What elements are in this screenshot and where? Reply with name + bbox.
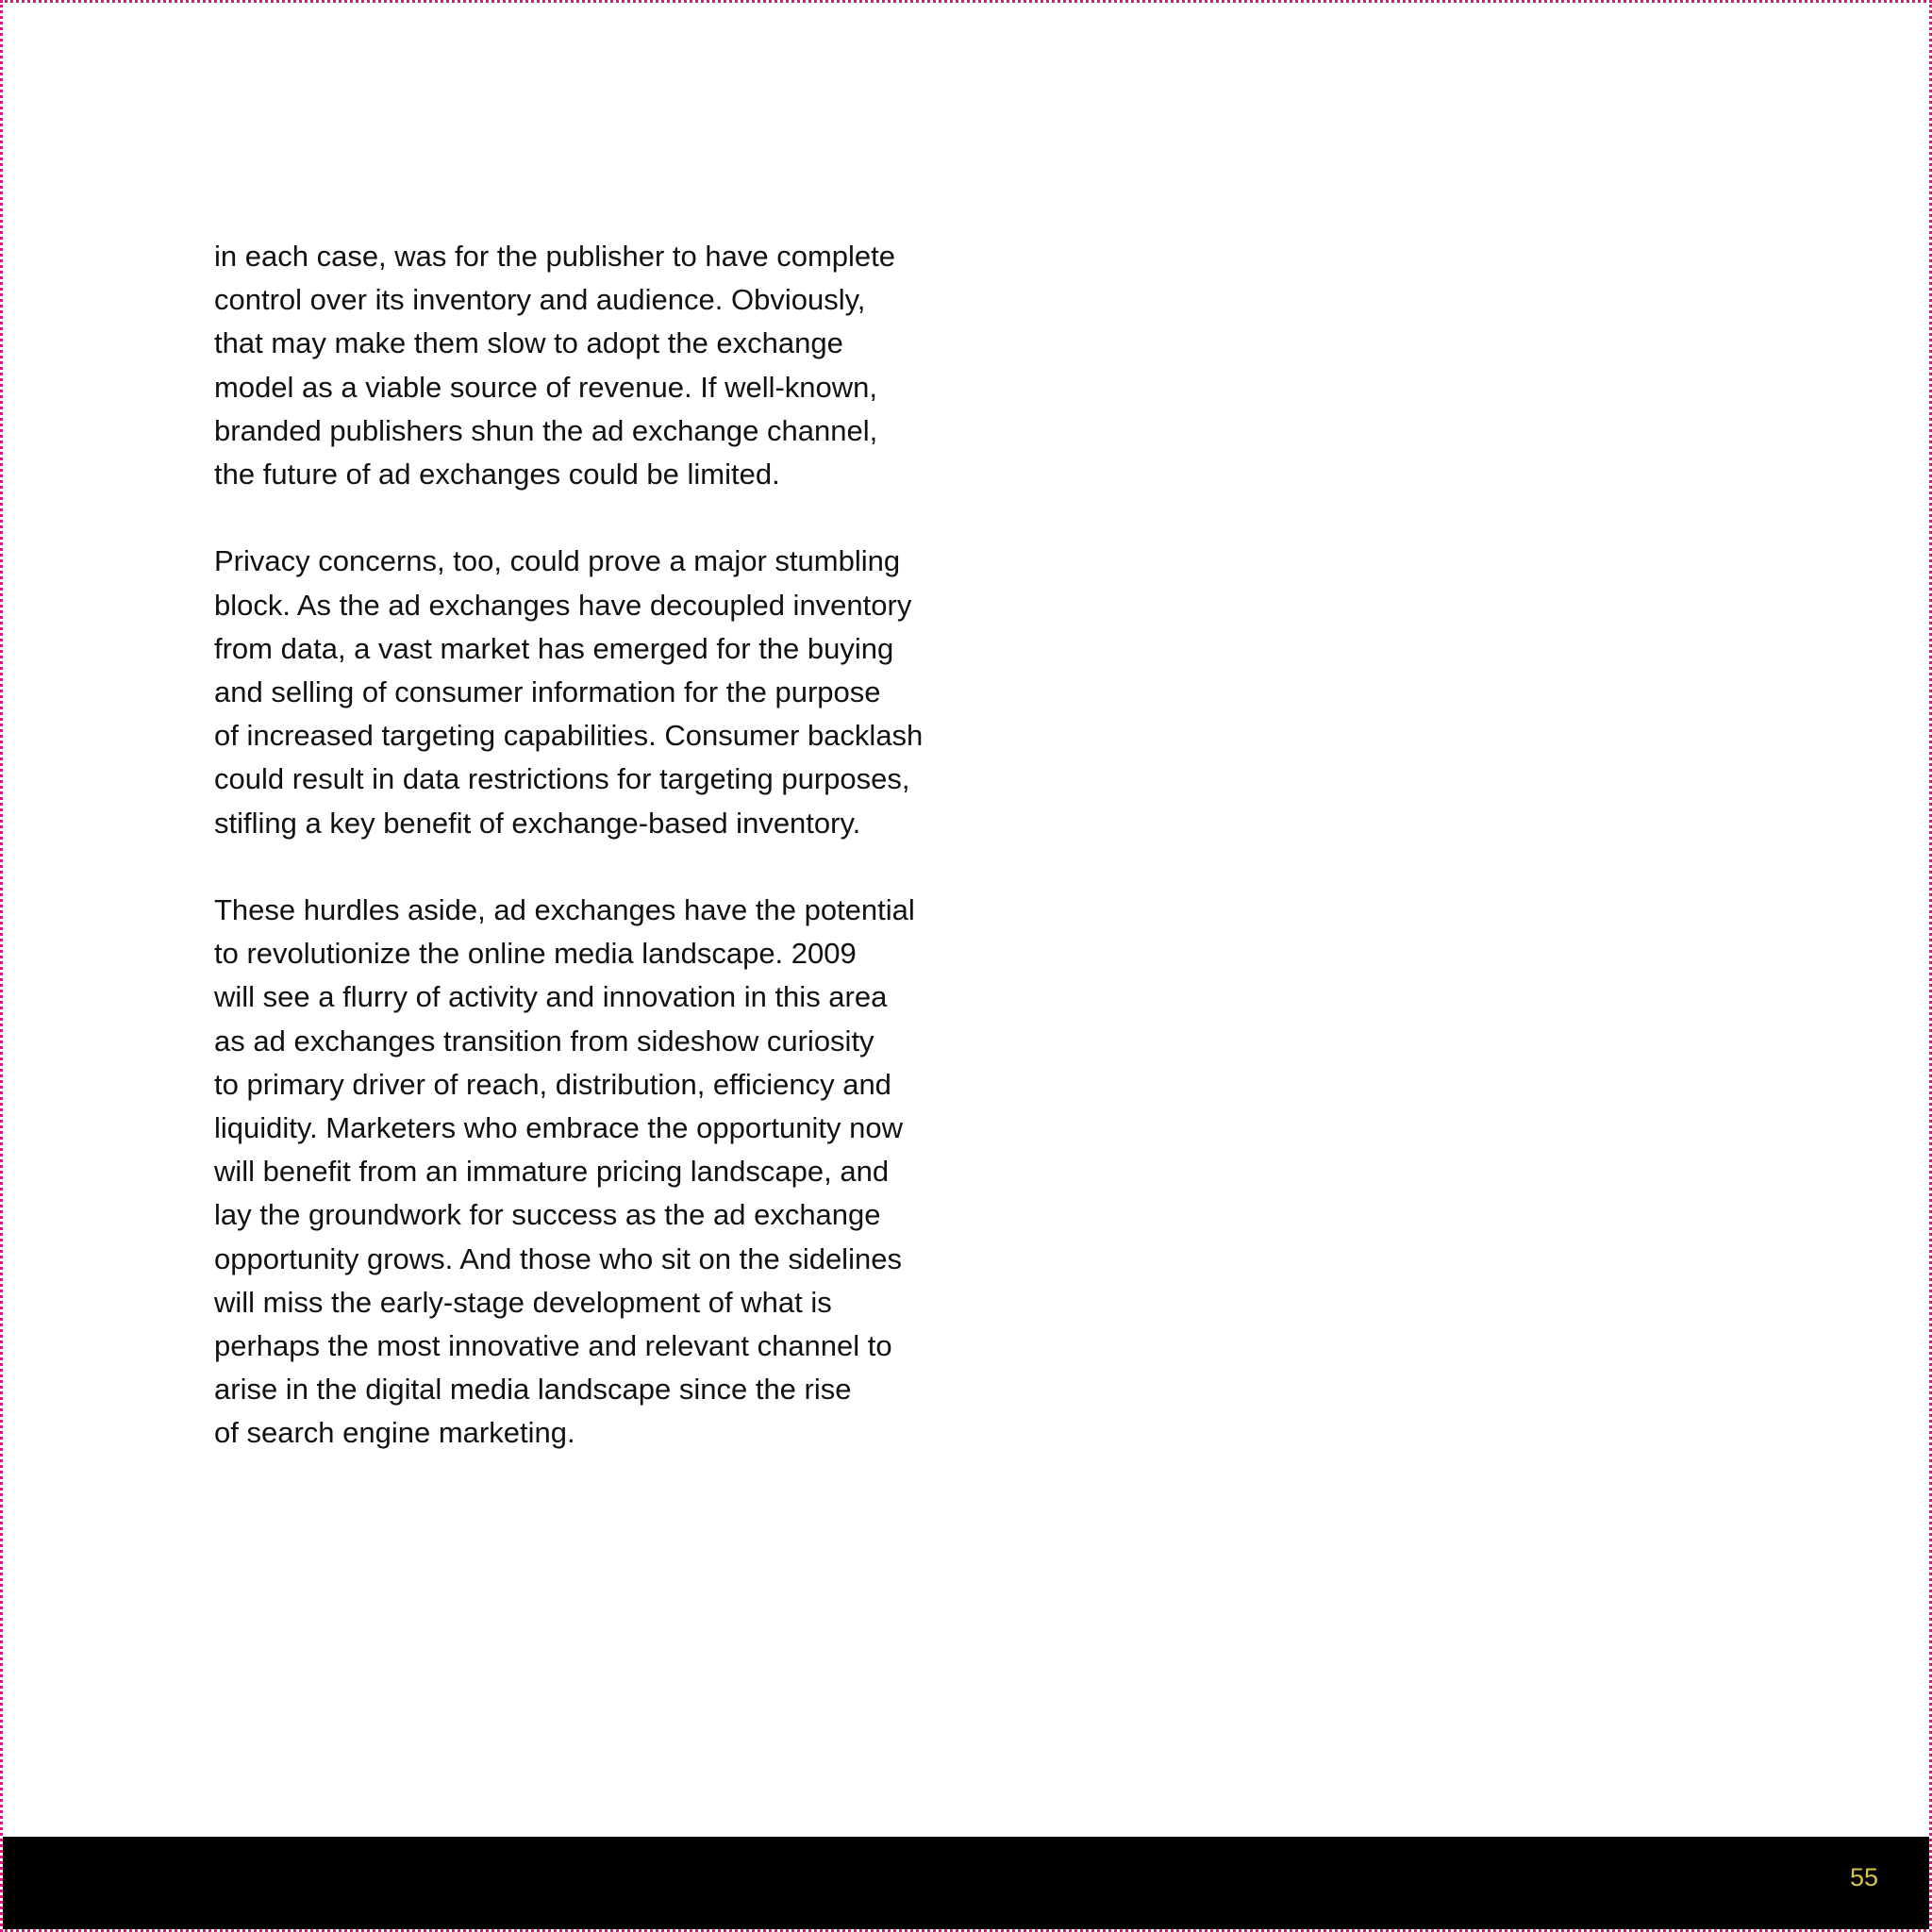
text-line: of search engine marketing. bbox=[214, 1416, 575, 1450]
text-line: to revolutionize the online media landscape. 2009 bbox=[214, 937, 857, 971]
text-line: stifling a key benefit of exchange-based inventory. bbox=[214, 806, 861, 840]
text-line: in each case, was for the publisher to have complete bbox=[214, 240, 896, 273]
paragraph-3 bbox=[214, 889, 969, 1456]
text-line: liquidity. Marketers who embrace the opportunity now bbox=[214, 1111, 903, 1145]
text-line: opportunity grows. And those who sit on the sidelines bbox=[214, 1241, 902, 1275]
text-line: branded publishers shun the ad exchange channel, bbox=[214, 413, 878, 447]
text-line: of increased targeting capabilities. Consumer backlash bbox=[214, 719, 924, 753]
text-line: block. As the ad exchanges have decoupled inventory bbox=[214, 588, 912, 622]
text-line: lay the groundwork for success as the ad exchange bbox=[214, 1198, 881, 1232]
paragraph-1 bbox=[214, 235, 969, 496]
text-line: that may make them slow to adopt the exchange bbox=[214, 326, 843, 360]
text-line: model as a viable source of revenue. If well-known, bbox=[214, 370, 878, 404]
text-line: will benefit from an immature pricing landscape, and bbox=[214, 1155, 890, 1189]
body-text bbox=[214, 235, 969, 1499]
text-line: Privacy concerns, too, could prove a major stumbling bbox=[214, 544, 901, 578]
text-line: as ad exchanges transition from sideshow curiosity bbox=[214, 1024, 874, 1058]
text-line: will see a flurry of activity and innovation in this area bbox=[214, 980, 888, 1014]
page-number: 55 bbox=[1849, 1863, 1878, 1891]
text-line: and selling of consumer information for the purpose bbox=[214, 675, 881, 709]
text-line: from data, a vast market has emerged for the buying bbox=[214, 631, 894, 665]
text-line: could result in data restrictions for targeting purposes, bbox=[214, 762, 910, 796]
text-line: to primary driver of reach, distribution, efficiency and bbox=[214, 1067, 891, 1101]
text-line: the future of ad exchanges could be limited. bbox=[214, 458, 780, 491]
text-line: will miss the early-stage development of what is bbox=[214, 1285, 832, 1319]
text-line: These hurdles aside, ad exchanges have the potential bbox=[214, 893, 915, 927]
paragraph-2 bbox=[214, 540, 969, 844]
text-line: control over its inventory and audience. Obviously, bbox=[214, 283, 866, 317]
text-line: perhaps the most innovative and relevant channel to bbox=[214, 1329, 892, 1363]
footer-bar bbox=[3, 1837, 1929, 1929]
text-line: arise in the digital media landscape since the rise bbox=[214, 1373, 852, 1407]
